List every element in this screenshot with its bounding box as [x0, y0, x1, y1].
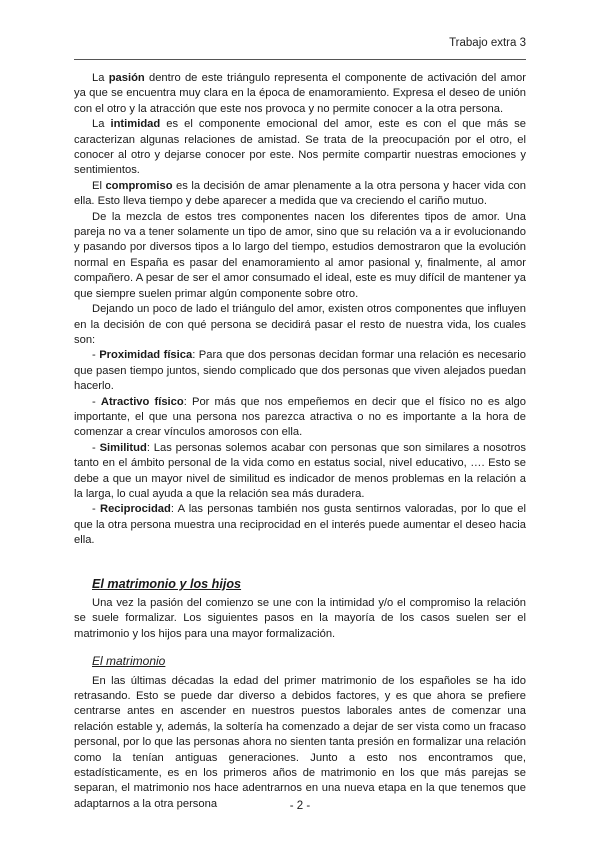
list-item-proximidad: - Proximidad física: Para que dos personas decidan formar una relación es necesario que pasen tiempo juntos, siendo complicado que dos personas que viven alejados puedan hacerlo.	[74, 349, 526, 393]
list-item-reciprocidad: - Reciprocidad: A las personas también nos gusta sentirnos valoradas, por lo que el que la otra persona muestra una reciprocidad en el interés puede aumentar el deseo hacia ella.	[74, 503, 526, 547]
term-compromiso: compromiso	[105, 179, 173, 192]
paragraph-intimidad: La intimidad es el componente emocional del amor, este es con el que más se caracterizan algunas relaciones de amistad. Se trata de la preocupación por el otro, el conocer al otro y dejarse conocer por este. Nos permite compartir nuestras emociones y sentimientos.	[74, 118, 526, 177]
paragraph-matrimonio: En las últimas décadas la edad del primer matrimonio de los españoles se ha ido retrasando. Esto se puede dar diverso a debidos factores, y es que ahora se prefiere centrarse antes en ascender en nuestros puestos laborales antes de comenzar una relación estable y, además, la soltería ha comenzado a dejar de ser vista como un fracaso personal, por lo que las personas ahora no sienten tanta presión en formalizar una relación como la tenían antiguas generaciones. Junto a esto nos encontramos que, estadísticamente, es en los primeros años de matrimonio en los que más parejas se separan, el matrimonio nos hace adentrarnos en una nueva etapa en la que tenemos que adaptarnos a la otra persona	[74, 674, 526, 810]
subsection-heading-matrimonio: El matrimonio	[92, 654, 166, 669]
paragraph-otros-componentes: Dejando un poco de lado el triángulo del amor, existen otros componentes que influyen en la decisión de con qué persona se decidirá pasar el resto de nuestra vida, los cuales son:	[74, 303, 526, 346]
paragraph-pasion: La pasión dentro de este triángulo representa el componente de activación del amor ya que se encuentra muy clara en la época de enamoramiento. Expresa el deseo de unión con el otro y la atracción que este nos provoca y no permite conocer a la otra persona.	[74, 72, 526, 115]
term-intimidad: intimidad	[110, 118, 161, 131]
document-body	[74, 71, 526, 812]
term-atractivo: Atractivo físico	[100, 395, 184, 408]
term-reciprocidad: Reciprocidad	[99, 503, 171, 516]
list-item-similitud: - Similitud: Las personas solemos acabar con personas que son similares a nosotros tanto en el ámbito personal de la vida como en estatus social, nivel educativo, …. Esto se debe a que un mayor nivel de similitud es indicador de menos problemas en la relación a la larga, lo cual ayuda a que la relación sea más duradera.	[74, 441, 526, 500]
paragraph-tipos-amor: De la mezcla de estos tres componentes nacen los diferentes tipos de amor. Una pareja no va a tener solamente un tipo de amor, sino que su relación va a ir evolucionando y pasando por diversos tipos a lo largo del tiempo, estudios demostraron que la evolución normal en España es pasar del enamoramiento al amor pasional y, finalmente, al amor compañero. A pesar de ser el amor consumado el ideal, este es muy difícil de mantener ya que siempre suelen primar algún componente sobre otro.	[74, 210, 526, 300]
term-pasion: pasión	[108, 72, 145, 84]
term-proximidad: Proximidad física	[99, 349, 193, 362]
term-similitud: Similitud	[99, 441, 147, 454]
paragraph-compromiso: El compromiso es la decisión de amar plenamente a la otra persona y hacer vida con ella. Esto lleva tiempo y debe aparecer a medida que va creciendo el cariño mutuo.	[74, 179, 527, 208]
header-divider	[74, 59, 526, 60]
page-header-title: Trabajo extra 3	[449, 37, 526, 49]
list-item-atractivo: - Atractivo físico: Por más que nos empeñemos en decir que el físico no es algo importante, el que una persona nos parezca atractiva o no es importante a la hora de comenzar a crear vínculos amorosos con ella.	[74, 395, 527, 439]
section-heading-matrimonio-hijos: El matrimonio y los hijos	[92, 576, 242, 591]
paragraph-formalizacion: Una vez la pasión del comienzo se une con la intimidad y/o el compromiso la relación se suele formalizar. Los siguientes pasos en la mayoría de los casos suelen ser el matrimonio y los hijos para una mayor formalización.	[74, 597, 526, 640]
page-number: - 2 -	[289, 800, 311, 812]
